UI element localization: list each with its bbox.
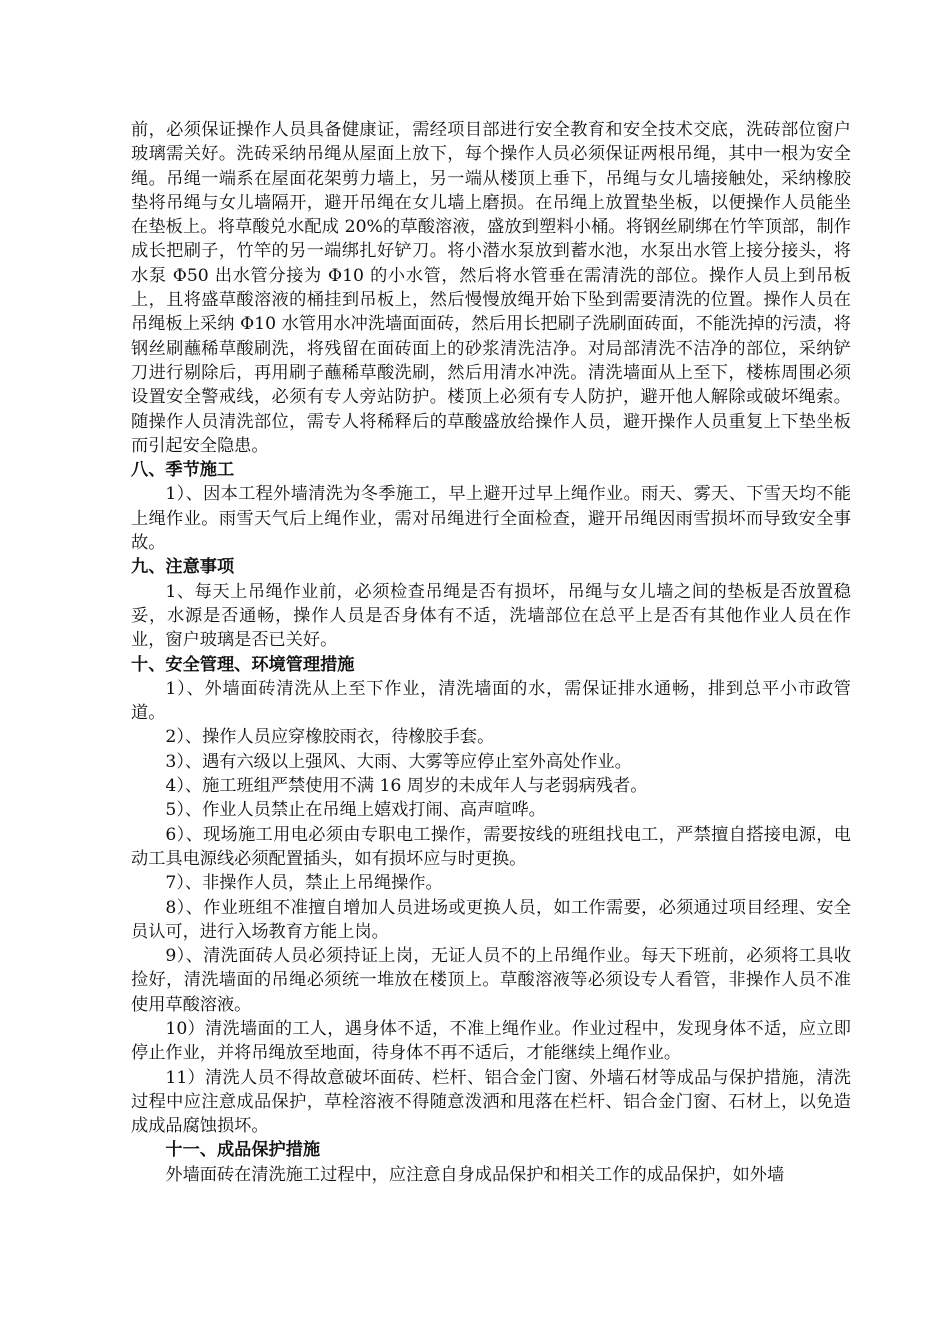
section-10-item-6: 6）、现场施工用电必须由专职电工操作，需要按线的班组找电工，严禁擅自搭接电源，电动工具电源线必须配置插头，如有损坏应与时更换。: [131, 824, 851, 869]
section-10-item-7: 7）、非操作人员，禁止上吊绳操作。: [165, 873, 443, 894]
opening-paragraph: 前，必须保证操作人员具备健康证，需经项目部进行安全教育和安全技术交底，洗砖部位窗户玻璃需关好。洗砖采纳吊绳从屋面上放下，每个操作人员必须保证两根吊绳，其中一根为安全绳。吊绳一端系在屋面花架剪力墙上，另一端从楼顶上垂下，吊绳与女儿墙接触处，采纳橡胶垫将吊绳与女儿墙隔开，避开吊绳在女儿墙上磨损。在吊绳上放置垫坐板，以便操作人员能坐在垫板上。将草酸兑水配成 20%的草酸溶液，盛放到塑料小桶。将钢丝刷绑在竹竿顶部，制作成长把刷子，竹竿的另一端绑扎好铲刀。将小潜水泵放到蓄水池，水泵出水管上接分接头，将水泵 Φ50 出水管分接为 Φ10 的小水管，然后将水管垂在需清洗的部位。操作人员上到吊板上，且将盛草酸溶液的桶挂到吊板上，然后慢慢放绳开始下坠到需要清洗的位置。操作人员在吊绳板上采纳 Φ10 水管用水冲洗墙面面砖，然后用长把刷子洗刷面砖面，不能洗掉的污渍，将钢丝刷蘸稀草酸刷洗，将残留在面砖面上的砂浆清洗洁净。对局部清洗不洁净的部位，采纳铲刀进行剔除后，再用刷子蘸稀草酸洗刷，然后用清水冲洗。清洗墙面从上至下，楼栋周围必须设置安全警戒线，必须有专人旁站防护。楼顶上必须有专人防护，避开他人解除或破坏绳索。随操作人员清洗部位，需专人将稀释后的草酸盛放给操作人员，避开操作人员重复上下垫坐板而引起安全隐患。: [131, 120, 851, 456]
section-8-paragraph: 1）、因本工程外墙清洗为冬季施工，早上避开过早上绳作业。雨天、雾天、下雪天均不能上绳作业。雨雪天气后上绳作业，需对吊绳进行全面检查，避开吊绳因雨雪损坏而导致安全事故。: [131, 484, 851, 554]
section-10-item-8: 8）、作业班组不准擅自增加人员进场或更换人员，如工作需要，必须通过项目经理、安全员认可，进行入场教育方能上岗。: [131, 897, 851, 942]
section-10-item-10: 10）清洗墙面的工人，遇身体不适，不准上绳作业。作业过程中，发现身体不适，应立即停止作业，并将吊绳放至地面，待身体不再不适后，才能继续上绳作业。: [131, 1018, 851, 1064]
section-9-title: 九、注意事项: [131, 557, 235, 578]
section-10-item-9: 9）、清洗面砖人员必须持证上岗，无证人员不的上吊绳作业。每天下班前，必须将工具收捡好，清洗墙面的吊绳必须统一堆放在楼顶上。草酸溶液等必须设专人看管，非操作人员不准使用草酸溶液。: [131, 946, 851, 1015]
section-10-item-3: 3）、遇有六级以上强风、大雨、大雾等应停止室外高处作业。: [165, 751, 632, 772]
section-10-item-4: 4）、施工班组严禁使用不满 16 周岁的未成年人与老弱病残者。: [165, 776, 648, 797]
section-10-title: 十、安全管理、环境管理措施: [131, 654, 355, 675]
section-11-paragraph: 外墙面砖在清洗施工过程中，应注意自身成品保护和相关工作的成品保护，如外墙: [165, 1164, 785, 1185]
section-10-item-11: 11）清洗人员不得故意破坏面砖、栏杆、铝合金门窗、外墙石材等成品与保护措施，清洗过程中应注意成品保护，草栓溶液不得随意泼洒和甩落在栏杆、铝合金门窗、石材上，以免造成成品腐蚀损坏。: [131, 1067, 851, 1137]
document-page: [131, 118, 851, 1187]
section-8-title: 八、季节施工: [131, 460, 235, 481]
section-9-paragraph: 1、每天上吊绳作业前，必须检查吊绳是否有损坏，吊绳与女儿墙之间的垫板是否放置稳妥，水源是否通畅，操作人员是否身体有不适，洗墙部位在总平上是否有其他作业人员在作业，窗户玻璃是否已关好。: [131, 581, 851, 651]
section-11-title: 十一、成品保护措施: [165, 1140, 321, 1161]
section-10-item-1: 1）、外墙面砖清洗从上至下作业，清洗墙面的水，需保证排水通畅，排到总平小市政管道。: [131, 678, 851, 724]
section-10-item-2: 2）、操作人员应穿橡胶雨衣，待橡胶手套。: [165, 727, 495, 748]
section-10-item-5: 5）、作业人员禁止在吊绳上嬉戏打闹、高声喧哗。: [165, 800, 546, 821]
